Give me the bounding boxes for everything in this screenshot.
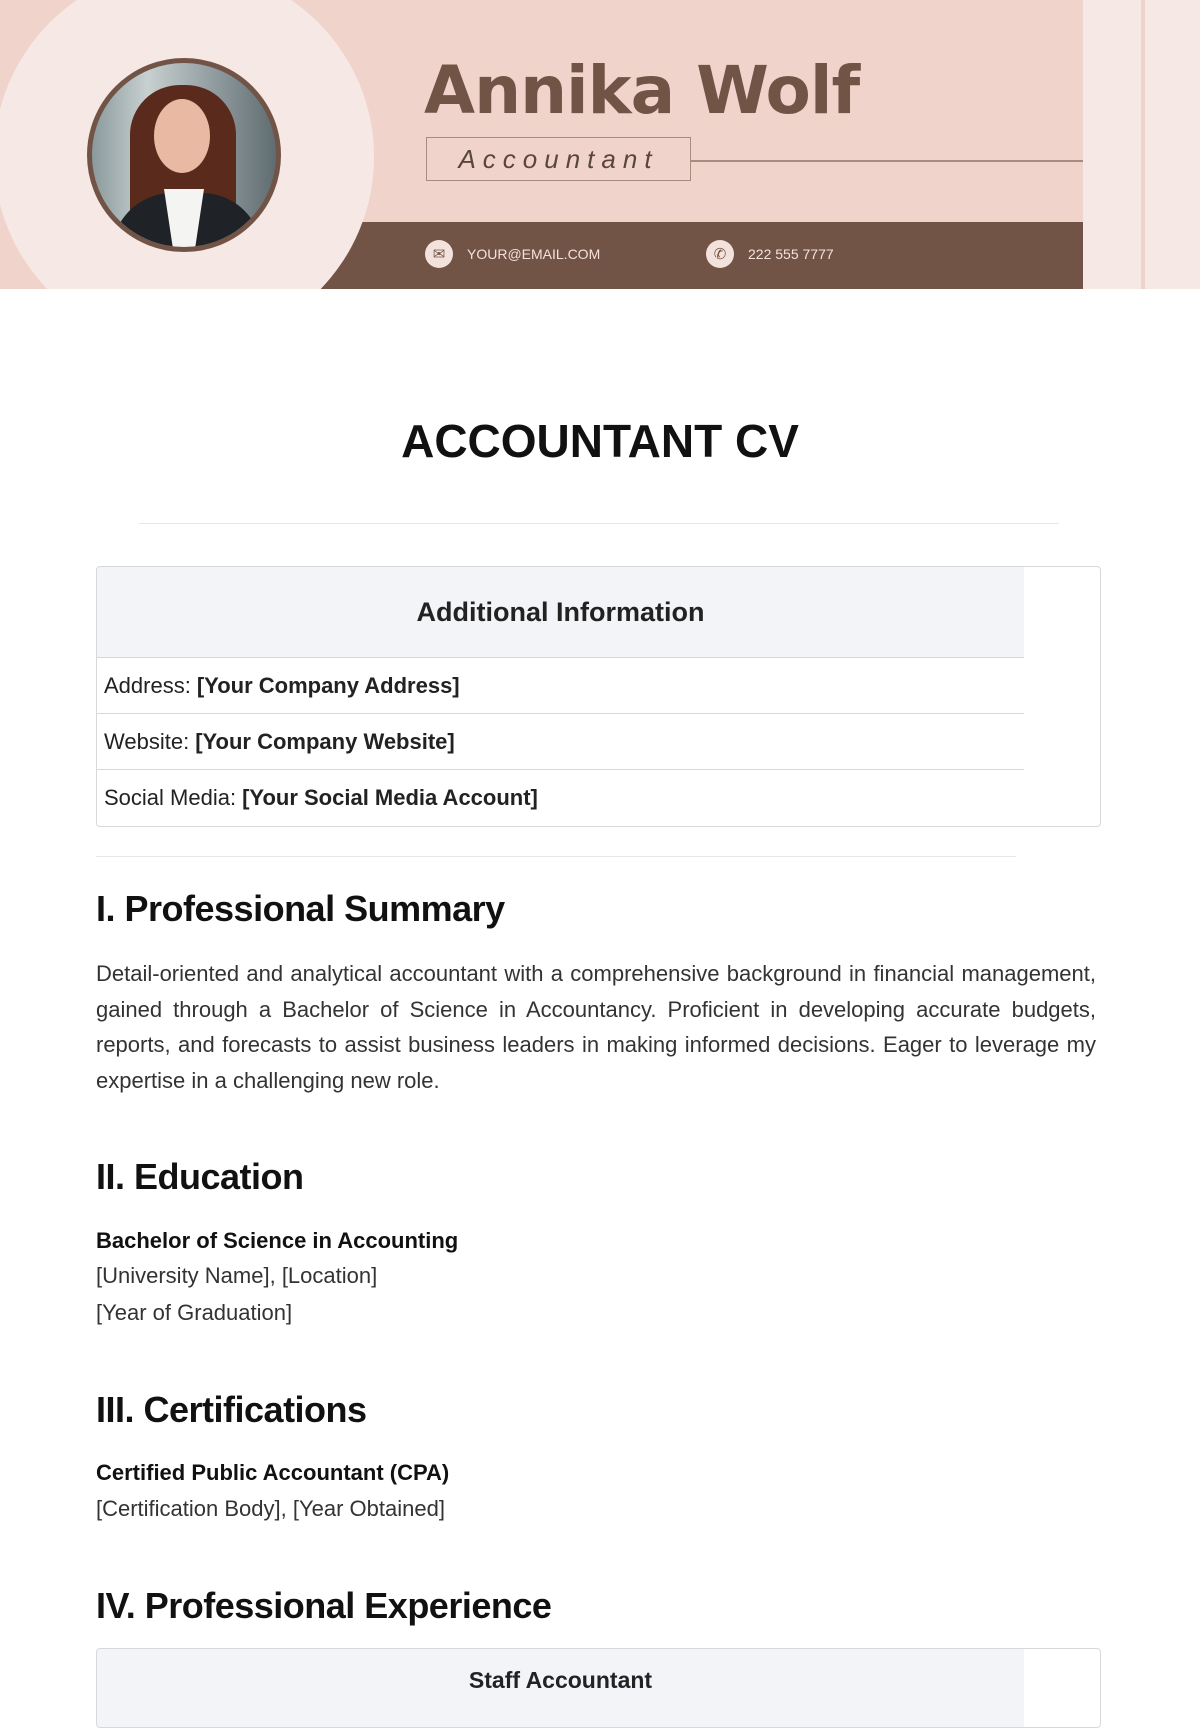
summary-heading: I. Professional Summary	[96, 888, 505, 929]
cv-header	[0, 0, 1200, 289]
profile-photo	[87, 58, 281, 252]
experience-heading: IV. Professional Experience	[96, 1585, 552, 1626]
school: [University Name], [Location]	[96, 1263, 378, 1288]
certification-name: Certified Public Accountant (CPA)	[96, 1460, 450, 1485]
table-row	[97, 770, 1024, 826]
contact-bar	[300, 222, 1083, 289]
graduation-year: [Year of Graduation]	[96, 1300, 293, 1325]
education-heading: II. Education	[96, 1156, 304, 1197]
email-text: YOUR@EMAIL.COM	[467, 246, 601, 262]
job-title: Staff Accountant	[97, 1649, 1024, 1728]
table-row	[97, 714, 1024, 770]
additional-info-table	[96, 566, 1101, 827]
divider	[96, 856, 1016, 857]
candidate-name: Annika Wolf	[424, 52, 860, 129]
role-divider	[691, 160, 1083, 162]
row-label: Website:	[104, 728, 190, 754]
contact-email	[425, 240, 600, 268]
certifications-heading: III. Certifications	[96, 1389, 367, 1430]
phone-text: 222 555 7777	[748, 246, 834, 262]
divider	[139, 523, 1059, 524]
row-value: [Your Social Media Account]	[242, 785, 538, 810]
summary-text: Detail-oriented and analytical accountant with a comprehensive background in financial management, gained through a Bachelor of Science in Accountancy. Proficient in developing accurate budgets, reports, and forecasts to assist business leaders in making informed decisions. Eager to leverage my expertise in a challenging new role.	[96, 961, 1096, 1093]
envelope-icon: ✉	[425, 240, 453, 268]
document-title: ACCOUNTANT CV	[401, 415, 799, 467]
row-label: Address:	[104, 672, 191, 698]
certification-details: [Certification Body], [Year Obtained]	[96, 1496, 445, 1521]
row-value: [Your Company Address]	[196, 672, 460, 698]
row-value: [Your Company Website]	[195, 728, 455, 754]
degree: Bachelor of Science in Accounting	[96, 1228, 459, 1253]
decorative-line	[1141, 0, 1145, 289]
experience-table	[96, 1648, 1101, 1728]
candidate-role: Accountant	[426, 137, 691, 181]
row-label: Social Media:	[104, 785, 237, 810]
phone-icon: ✆	[706, 240, 734, 268]
table-row	[97, 658, 1024, 714]
contact-phone	[706, 240, 834, 268]
table-header: Additional Information	[97, 567, 1024, 658]
